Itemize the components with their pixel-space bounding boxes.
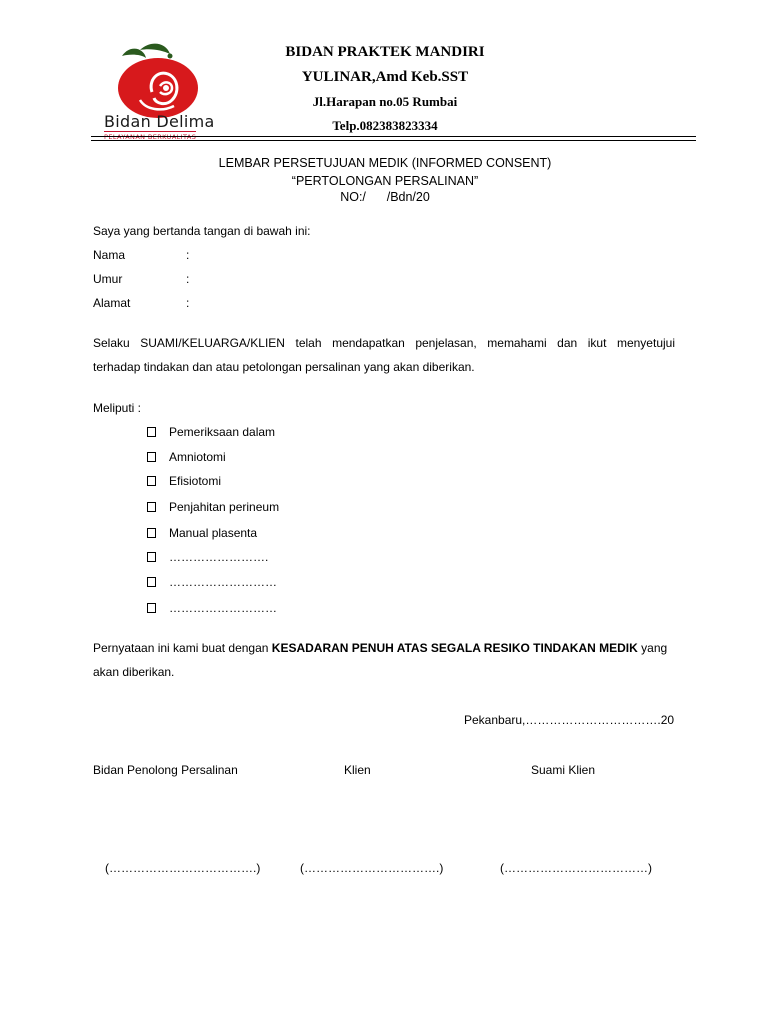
- statement-suffix: yang: [637, 641, 668, 655]
- signatory-suami: Suami Klien: [531, 763, 596, 777]
- checklist-item: [147, 601, 277, 615]
- checklist-item: [147, 500, 279, 514]
- statement-line1: [93, 641, 667, 655]
- checkbox-icon: [147, 603, 156, 613]
- checkbox-icon: [147, 452, 156, 462]
- place-date: Pekanbaru,…………………………….20: [464, 713, 675, 727]
- field-label-umur: Umur: [93, 272, 123, 286]
- signature-line-suami: (………………………………): [500, 861, 652, 875]
- signature-line-bidan: (……………………………….): [105, 861, 261, 875]
- header-rule-thin: [91, 140, 696, 141]
- person-name: YULINAR,Amd Keb.SST: [301, 69, 469, 85]
- statement-bold: KESADARAN PENUH ATAS SEGALA RESIKO TINDAKAN MEDIK: [271, 641, 638, 655]
- checklist-item: [147, 474, 221, 488]
- doc-title: LEMBAR PERSETUJUAN MEDIK (INFORMED CONSENT): [218, 156, 552, 170]
- consent-paragraph-line2: terhadap tindakan dan atau petolongan persalinan yang akan diberikan.: [93, 360, 475, 374]
- checklist-label: Manual plasenta: [169, 526, 258, 540]
- doc-number: NO:/ /Bdn/20: [340, 190, 430, 204]
- checkbox-icon: [147, 502, 156, 512]
- checklist-item: [147, 425, 275, 439]
- checklist-item: [147, 526, 257, 540]
- checkbox-icon: [147, 476, 156, 486]
- checklist-item: [147, 550, 268, 564]
- field-sep-alamat: :: [186, 296, 190, 310]
- doc-subtitle: “PERTOLONGAN PERSALINAN”: [291, 174, 479, 188]
- meliputi-label: Meliputi :: [93, 401, 142, 415]
- phone: Telp.082383823334: [332, 118, 438, 133]
- checkbox-icon: [147, 552, 156, 562]
- checklist-label: Amniotomi: [169, 450, 226, 464]
- intro-text: Saya yang bertanda tangan di bawah ini:: [93, 224, 311, 238]
- checklist-label: Penjahitan perineum: [169, 500, 280, 514]
- checklist-label: ………………………: [169, 601, 277, 615]
- checkbox-icon: [147, 427, 156, 437]
- logo-tagline: PELAYANAN BERKUALITAS: [104, 133, 197, 141]
- address: Jl.Harapan no.05 Rumbai: [312, 94, 458, 109]
- logo-text: Bidan Delima: [104, 112, 215, 131]
- checklist-item: [147, 450, 226, 464]
- field-label-alamat: Alamat: [93, 296, 131, 310]
- consent-paragraph-line1: Selaku SUAMI/KELUARGA/KLIEN telah mendapatkan penjelasan, memahami dan ikut menyetujui: [93, 336, 675, 350]
- org-name: BIDAN PRAKTEK MANDIRI: [285, 44, 485, 60]
- statement-line2: akan diberikan.: [93, 665, 175, 679]
- field-sep-umur: :: [186, 272, 190, 286]
- checklist-label: Efisiotomi: [169, 474, 222, 488]
- checklist-label: Pemeriksaan dalam: [169, 425, 276, 439]
- checklist-label: ………………………: [169, 575, 277, 589]
- field-label-nama: Nama: [93, 248, 126, 262]
- checklist-label: …………………….: [169, 550, 269, 564]
- checkbox-icon: [147, 577, 156, 587]
- signatory-bidan: Bidan Penolong Persalinan: [93, 763, 238, 777]
- header-rule: [91, 136, 696, 137]
- field-sep-nama: :: [186, 248, 190, 262]
- signatory-klien: Klien: [344, 763, 371, 777]
- checklist-item: [147, 575, 277, 589]
- checkbox-icon: [147, 528, 156, 538]
- signature-line-klien: (…………………………….): [300, 861, 444, 875]
- statement-prefix: Pernyataan ini kami buat dengan: [93, 641, 272, 655]
